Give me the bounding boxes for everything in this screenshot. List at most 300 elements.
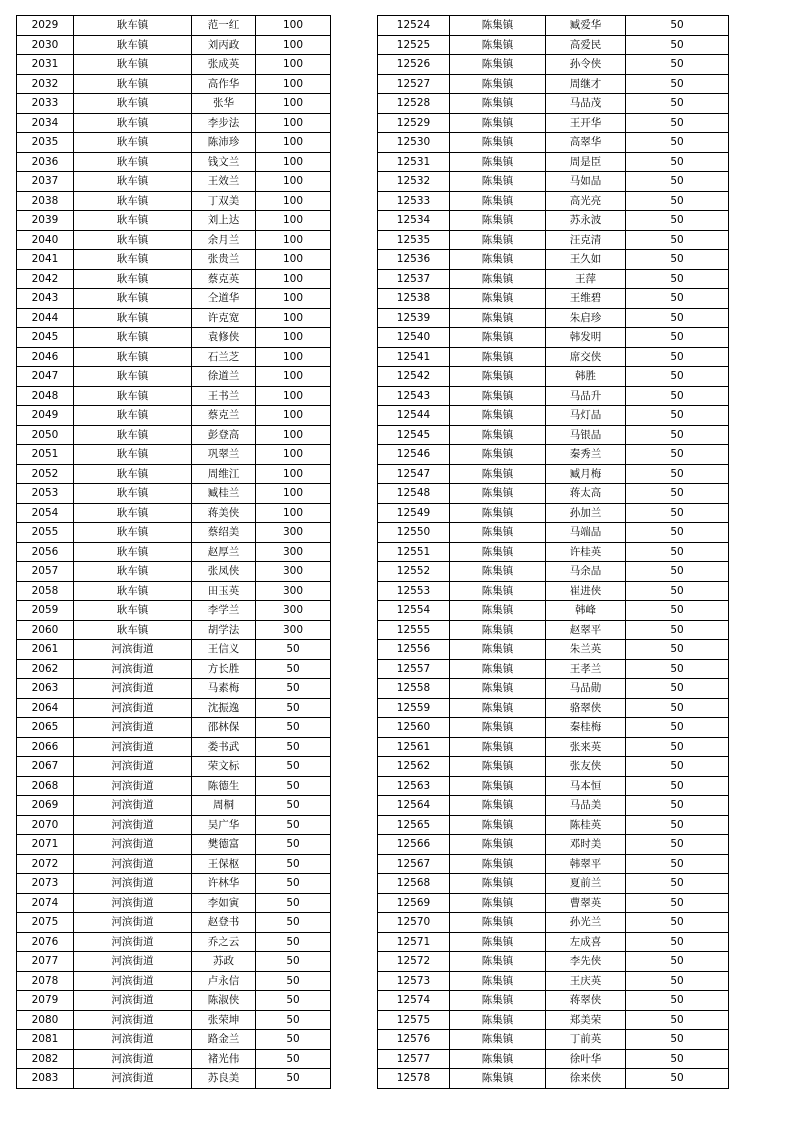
table-row [17, 289, 331, 309]
township-cell: 耿车镇 [74, 464, 192, 484]
person-name-cell: 邵林保 [192, 718, 256, 738]
person-name-cell: 赵厚兰 [192, 542, 256, 562]
table-row [378, 503, 729, 523]
person-name-cell: 苏永波 [546, 211, 626, 231]
township-cell: 耿车镇 [74, 74, 192, 94]
table-row [378, 835, 729, 855]
amount-cell: 50 [256, 757, 331, 777]
person-name-cell: 娄书武 [192, 737, 256, 757]
amount-cell: 50 [256, 1010, 331, 1030]
table-row [17, 1069, 331, 1089]
person-name-cell: 马品升 [546, 386, 626, 406]
township-cell: 陈集镇 [450, 367, 546, 387]
person-name-cell: 赵登书 [192, 913, 256, 933]
serial-number-cell: 12568 [378, 874, 450, 894]
township-cell: 陈集镇 [450, 698, 546, 718]
amount-cell: 50 [626, 932, 729, 952]
township-cell: 耿车镇 [74, 562, 192, 582]
table-row [378, 718, 729, 738]
table-row [378, 133, 729, 153]
table-row [17, 913, 331, 933]
township-cell: 陈集镇 [450, 211, 546, 231]
person-name-cell: 李先侠 [546, 952, 626, 972]
person-name-cell: 仝道华 [192, 289, 256, 309]
amount-cell: 50 [626, 581, 729, 601]
amount-cell: 50 [256, 796, 331, 816]
left-roster-body [17, 16, 331, 1089]
amount-cell: 50 [256, 698, 331, 718]
table-row [378, 640, 729, 660]
person-name-cell: 许桂英 [546, 542, 626, 562]
serial-number-cell: 2065 [17, 718, 74, 738]
serial-number-cell: 12535 [378, 230, 450, 250]
table-row [17, 776, 331, 796]
amount-cell: 100 [256, 347, 331, 367]
table-row [378, 230, 729, 250]
amount-cell: 300 [256, 601, 331, 621]
serial-number-cell: 2029 [17, 16, 74, 36]
table-row [17, 445, 331, 465]
township-cell: 河滨街道 [74, 757, 192, 777]
amount-cell: 50 [256, 1049, 331, 1069]
serial-number-cell: 12530 [378, 133, 450, 153]
township-cell: 陈集镇 [450, 191, 546, 211]
amount-cell: 100 [256, 289, 331, 309]
person-name-cell: 张成英 [192, 55, 256, 75]
person-name-cell: 高爱民 [546, 35, 626, 55]
serial-number-cell: 12550 [378, 523, 450, 543]
township-cell: 陈集镇 [450, 562, 546, 582]
amount-cell: 100 [256, 230, 331, 250]
township-cell: 耿车镇 [74, 289, 192, 309]
person-name-cell: 臧爱华 [546, 16, 626, 36]
serial-number-cell: 12577 [378, 1049, 450, 1069]
amount-cell: 100 [256, 386, 331, 406]
person-name-cell: 许林华 [192, 874, 256, 894]
township-cell: 陈集镇 [450, 932, 546, 952]
person-name-cell: 蒋翠侠 [546, 991, 626, 1011]
serial-number-cell: 2048 [17, 386, 74, 406]
township-cell: 陈集镇 [450, 913, 546, 933]
table-row [17, 250, 331, 270]
table-row [378, 250, 729, 270]
serial-number-cell: 2035 [17, 133, 74, 153]
person-name-cell: 蒋美侠 [192, 503, 256, 523]
person-name-cell: 余月兰 [192, 230, 256, 250]
person-name-cell: 王孝兰 [546, 659, 626, 679]
serial-number-cell: 2080 [17, 1010, 74, 1030]
person-name-cell: 陈淑侠 [192, 991, 256, 1011]
serial-number-cell: 2042 [17, 269, 74, 289]
amount-cell: 50 [256, 971, 331, 991]
table-row [378, 523, 729, 543]
table-row [17, 211, 331, 231]
serial-number-cell: 2062 [17, 659, 74, 679]
serial-number-cell: 12529 [378, 113, 450, 133]
table-row [378, 308, 729, 328]
person-name-cell: 席交侠 [546, 347, 626, 367]
township-cell: 陈集镇 [450, 289, 546, 309]
township-cell: 陈集镇 [450, 94, 546, 114]
serial-number-cell: 12527 [378, 74, 450, 94]
township-cell: 耿车镇 [74, 484, 192, 504]
serial-number-cell: 12545 [378, 425, 450, 445]
serial-number-cell: 12560 [378, 718, 450, 738]
amount-cell: 50 [256, 991, 331, 1011]
amount-cell: 100 [256, 464, 331, 484]
serial-number-cell: 12564 [378, 796, 450, 816]
person-name-cell: 袁修侠 [192, 328, 256, 348]
person-name-cell: 马端品 [546, 523, 626, 543]
serial-number-cell: 2036 [17, 152, 74, 172]
person-name-cell: 周是臣 [546, 152, 626, 172]
township-cell: 陈集镇 [450, 133, 546, 153]
amount-cell: 100 [256, 55, 331, 75]
serial-number-cell: 12554 [378, 601, 450, 621]
person-name-cell: 马品茂 [546, 94, 626, 114]
table-row [378, 601, 729, 621]
township-cell: 耿车镇 [74, 542, 192, 562]
serial-number-cell: 2044 [17, 308, 74, 328]
township-cell: 陈集镇 [450, 250, 546, 270]
township-cell: 耿车镇 [74, 191, 192, 211]
person-name-cell: 张友侠 [546, 757, 626, 777]
person-name-cell: 韩翠平 [546, 854, 626, 874]
amount-cell: 50 [626, 445, 729, 465]
table-row [17, 640, 331, 660]
person-name-cell: 马如品 [546, 172, 626, 192]
amount-cell: 50 [256, 1030, 331, 1050]
person-name-cell: 王书兰 [192, 386, 256, 406]
township-cell: 耿车镇 [74, 523, 192, 543]
table-row [17, 620, 331, 640]
amount-cell: 100 [256, 425, 331, 445]
person-name-cell: 王开华 [546, 113, 626, 133]
table-row [378, 991, 729, 1011]
person-name-cell: 刘上达 [192, 211, 256, 231]
table-row [378, 347, 729, 367]
serial-number-cell: 2045 [17, 328, 74, 348]
township-cell: 河滨街道 [74, 893, 192, 913]
person-name-cell: 许克宽 [192, 308, 256, 328]
person-name-cell: 马灯品 [546, 406, 626, 426]
person-name-cell: 陈沛珍 [192, 133, 256, 153]
serial-number-cell: 2063 [17, 679, 74, 699]
right-roster-body [378, 16, 729, 1089]
person-name-cell: 夏前兰 [546, 874, 626, 894]
township-cell: 陈集镇 [450, 464, 546, 484]
amount-cell: 50 [626, 1030, 729, 1050]
table-row [17, 796, 331, 816]
township-cell: 耿车镇 [74, 16, 192, 36]
table-row [378, 289, 729, 309]
person-name-cell: 李步法 [192, 113, 256, 133]
amount-cell: 100 [256, 133, 331, 153]
amount-cell: 100 [256, 484, 331, 504]
person-name-cell: 左成喜 [546, 932, 626, 952]
person-name-cell: 褚光伟 [192, 1049, 256, 1069]
serial-number-cell: 2083 [17, 1069, 74, 1089]
serial-number-cell: 12525 [378, 35, 450, 55]
table-row [378, 542, 729, 562]
table-row [17, 113, 331, 133]
table-row [378, 172, 729, 192]
amount-cell: 50 [626, 406, 729, 426]
township-cell: 陈集镇 [450, 425, 546, 445]
amount-cell: 50 [626, 854, 729, 874]
serial-number-cell: 12547 [378, 464, 450, 484]
person-name-cell: 徐叶华 [546, 1049, 626, 1069]
amount-cell: 50 [256, 776, 331, 796]
township-cell: 陈集镇 [450, 503, 546, 523]
person-name-cell: 马余品 [546, 562, 626, 582]
table-row [17, 718, 331, 738]
left-roster-table [16, 15, 331, 1089]
table-row [378, 757, 729, 777]
amount-cell: 300 [256, 562, 331, 582]
person-name-cell: 周维江 [192, 464, 256, 484]
township-cell: 陈集镇 [450, 679, 546, 699]
table-row [378, 854, 729, 874]
amount-cell: 100 [256, 35, 331, 55]
person-name-cell: 丁双美 [192, 191, 256, 211]
table-row [378, 55, 729, 75]
township-cell: 河滨街道 [74, 971, 192, 991]
table-row [378, 464, 729, 484]
amount-cell: 50 [626, 328, 729, 348]
serial-number-cell: 2060 [17, 620, 74, 640]
serial-number-cell: 2058 [17, 581, 74, 601]
table-row [378, 367, 729, 387]
serial-number-cell: 12576 [378, 1030, 450, 1050]
township-cell: 陈集镇 [450, 991, 546, 1011]
amount-cell: 50 [626, 308, 729, 328]
serial-number-cell: 12540 [378, 328, 450, 348]
serial-number-cell: 12553 [378, 581, 450, 601]
township-cell: 河滨街道 [74, 815, 192, 835]
person-name-cell: 韩发明 [546, 328, 626, 348]
amount-cell: 50 [626, 1049, 729, 1069]
serial-number-cell: 12533 [378, 191, 450, 211]
amount-cell: 100 [256, 503, 331, 523]
serial-number-cell: 2068 [17, 776, 74, 796]
serial-number-cell: 12552 [378, 562, 450, 582]
township-cell: 陈集镇 [450, 113, 546, 133]
table-row [378, 16, 729, 36]
person-name-cell: 周继才 [546, 74, 626, 94]
amount-cell: 50 [256, 679, 331, 699]
serial-number-cell: 12557 [378, 659, 450, 679]
table-row [17, 386, 331, 406]
person-name-cell: 臧月梅 [546, 464, 626, 484]
person-name-cell: 苏良美 [192, 1069, 256, 1089]
serial-number-cell: 2054 [17, 503, 74, 523]
amount-cell: 50 [626, 1069, 729, 1089]
serial-number-cell: 2079 [17, 991, 74, 1011]
person-name-cell: 荣文标 [192, 757, 256, 777]
serial-number-cell: 12543 [378, 386, 450, 406]
person-name-cell: 高翠华 [546, 133, 626, 153]
serial-number-cell: 12573 [378, 971, 450, 991]
table-row [17, 74, 331, 94]
amount-cell: 50 [256, 893, 331, 913]
amount-cell: 50 [256, 718, 331, 738]
table-row [17, 16, 331, 36]
table-row [378, 1030, 729, 1050]
person-name-cell: 蔡绍美 [192, 523, 256, 543]
amount-cell: 50 [256, 640, 331, 660]
amount-cell: 100 [256, 328, 331, 348]
person-name-cell: 刘丙政 [192, 35, 256, 55]
table-row [17, 425, 331, 445]
table-row [17, 191, 331, 211]
person-name-cell: 王庆英 [546, 971, 626, 991]
township-cell: 河滨街道 [74, 1030, 192, 1050]
township-cell: 陈集镇 [450, 386, 546, 406]
table-row [17, 367, 331, 387]
township-cell: 陈集镇 [450, 55, 546, 75]
table-row [17, 542, 331, 562]
serial-number-cell: 2047 [17, 367, 74, 387]
table-row [17, 347, 331, 367]
amount-cell: 100 [256, 191, 331, 211]
table-row [17, 328, 331, 348]
table-row [17, 484, 331, 504]
serial-number-cell: 2056 [17, 542, 74, 562]
serial-number-cell: 2039 [17, 211, 74, 231]
person-name-cell: 赵翠平 [546, 620, 626, 640]
serial-number-cell: 12574 [378, 991, 450, 1011]
serial-number-cell: 2033 [17, 94, 74, 114]
table-row [17, 698, 331, 718]
serial-number-cell: 2067 [17, 757, 74, 777]
right-roster-table [377, 15, 729, 1089]
township-cell: 陈集镇 [450, 854, 546, 874]
table-row [17, 854, 331, 874]
table-row [17, 835, 331, 855]
person-name-cell: 孙加兰 [546, 503, 626, 523]
township-cell: 河滨街道 [74, 640, 192, 660]
table-row [378, 35, 729, 55]
township-cell: 耿车镇 [74, 94, 192, 114]
serial-number-cell: 2041 [17, 250, 74, 270]
township-cell: 耿车镇 [74, 152, 192, 172]
amount-cell: 50 [626, 464, 729, 484]
township-cell: 陈集镇 [450, 328, 546, 348]
person-name-cell: 蔡克兰 [192, 406, 256, 426]
township-cell: 耿车镇 [74, 425, 192, 445]
amount-cell: 50 [626, 35, 729, 55]
serial-number-cell: 12548 [378, 484, 450, 504]
serial-number-cell: 12537 [378, 269, 450, 289]
amount-cell: 50 [626, 211, 729, 231]
person-name-cell: 张来英 [546, 737, 626, 757]
township-cell: 陈集镇 [450, 757, 546, 777]
amount-cell: 50 [626, 230, 729, 250]
amount-cell: 50 [626, 698, 729, 718]
township-cell: 陈集镇 [450, 347, 546, 367]
table-row [17, 737, 331, 757]
amount-cell: 50 [626, 991, 729, 1011]
person-name-cell: 范一红 [192, 16, 256, 36]
township-cell: 陈集镇 [450, 16, 546, 36]
person-name-cell: 周桐 [192, 796, 256, 816]
table-row [378, 425, 729, 445]
person-name-cell: 马素梅 [192, 679, 256, 699]
serial-number-cell: 12570 [378, 913, 450, 933]
amount-cell: 50 [626, 425, 729, 445]
table-row [17, 1010, 331, 1030]
table-row [17, 952, 331, 972]
township-cell: 陈集镇 [450, 796, 546, 816]
person-name-cell: 徐道兰 [192, 367, 256, 387]
township-cell: 河滨街道 [74, 796, 192, 816]
table-row [378, 1010, 729, 1030]
table-row [17, 269, 331, 289]
township-cell: 河滨街道 [74, 776, 192, 796]
township-cell: 陈集镇 [450, 35, 546, 55]
amount-cell: 50 [626, 562, 729, 582]
amount-cell: 50 [256, 1069, 331, 1089]
amount-cell: 50 [626, 640, 729, 660]
township-cell: 河滨街道 [74, 952, 192, 972]
amount-cell: 50 [256, 952, 331, 972]
table-row [378, 191, 729, 211]
person-name-cell: 朱兰英 [546, 640, 626, 660]
person-name-cell: 王信义 [192, 640, 256, 660]
person-name-cell: 孙令侠 [546, 55, 626, 75]
serial-number-cell: 2053 [17, 484, 74, 504]
township-cell: 陈集镇 [450, 172, 546, 192]
township-cell: 耿车镇 [74, 503, 192, 523]
person-name-cell: 张荣坤 [192, 1010, 256, 1030]
table-row [17, 893, 331, 913]
person-name-cell: 王效兰 [192, 172, 256, 192]
amount-cell: 50 [626, 347, 729, 367]
township-cell: 陈集镇 [450, 601, 546, 621]
person-name-cell: 李学兰 [192, 601, 256, 621]
person-name-cell: 方长胜 [192, 659, 256, 679]
table-row [17, 94, 331, 114]
township-cell: 耿车镇 [74, 250, 192, 270]
amount-cell: 50 [256, 815, 331, 835]
township-cell: 河滨街道 [74, 659, 192, 679]
table-row [378, 269, 729, 289]
amount-cell: 50 [626, 796, 729, 816]
table-row [17, 133, 331, 153]
township-cell: 河滨街道 [74, 718, 192, 738]
township-cell: 河滨街道 [74, 1049, 192, 1069]
serial-number-cell: 12538 [378, 289, 450, 309]
serial-number-cell: 12572 [378, 952, 450, 972]
serial-number-cell: 12571 [378, 932, 450, 952]
serial-number-cell: 2031 [17, 55, 74, 75]
person-name-cell: 马品美 [546, 796, 626, 816]
township-cell: 陈集镇 [450, 659, 546, 679]
amount-cell: 300 [256, 523, 331, 543]
person-name-cell: 骆翠侠 [546, 698, 626, 718]
table-row [17, 464, 331, 484]
table-row [17, 581, 331, 601]
township-cell: 耿车镇 [74, 308, 192, 328]
amount-cell: 50 [256, 835, 331, 855]
person-name-cell: 马品勋 [546, 679, 626, 699]
table-row [378, 211, 729, 231]
table-row [378, 698, 729, 718]
table-row [378, 679, 729, 699]
amount-cell: 50 [256, 737, 331, 757]
person-name-cell: 王维碧 [546, 289, 626, 309]
